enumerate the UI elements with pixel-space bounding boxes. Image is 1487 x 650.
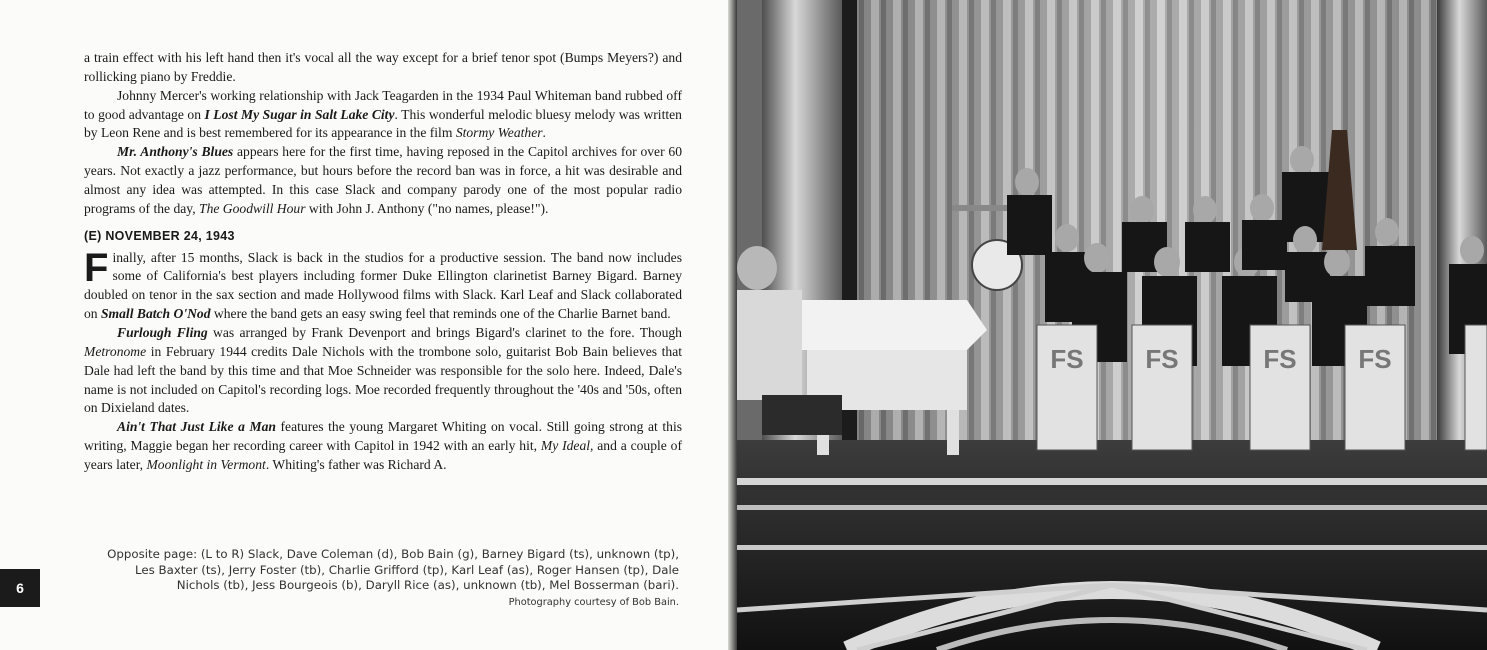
song-title: Furlough Fling xyxy=(117,324,208,340)
song-title: I Lost My Sugar in Salt Lake City xyxy=(204,106,395,122)
film-title: Stormy Weather xyxy=(455,125,543,141)
paragraph: Mr. Anthony's Blues appears here for the first time, having reposed in the Capitol archives for over 60 years. Not exactly a jazz performance, but hours before the record ban was in force, a hit was desirable and almost any idea was attempted. In this case Slack and company parody one of the most popular radio programs of the day, The Goodwill Hour with John J. Anthony ("no names, please!"). xyxy=(84,144,682,216)
stand-logo: FS xyxy=(1145,344,1179,374)
section-heading: (E) NOVEMBER 24, 1943 xyxy=(84,228,235,243)
song-title: Moonlight in Vermont xyxy=(146,456,266,472)
song-title: Mr. Anthony's Blues xyxy=(117,144,234,160)
paragraph: Johnny Mercer's working relationship with Jack Teagarden in the 1934 Paul Whiteman band rubbed off to good advantage on I Lost My Sugar in Salt Lake City. This wonderful melodic bluesy melody was written by Leon Rene and is best remembered for its appearance in the film Stormy Weather. xyxy=(84,87,682,141)
drop-cap: F xyxy=(84,245,109,290)
paragraph: Furlough Fling was arranged by Frank Devenport and brings Bigard's clarinet to the fore. Though Metronome in February 1944 credits Dale Nichols with the trombone solo, guitarist Bob Bain believes that Dale had left the band by this time and that Moe Schneider was responsible for the solo here. Indeed, Dale's name is not included on Capitol's recording logs. Moe recorded frequently throughout the '40s and '50s, often on Dixieland dates. xyxy=(84,324,682,416)
stand-logo: FS xyxy=(1263,344,1297,374)
paragraph: Finally, after 15 months, Slack is back in the studios for a productive session. The band now includes some of California's best players including former Duke Ellington clarinetist Barney Bigard. Barney doubled on tenor in the sax section and made Hollywood films with Slack. Karl Leaf and Slack collaborated on Small Batch O'Nod where the band gets an easy swing feel that reminds one of the Charlie Barnet band. xyxy=(84,245,682,322)
body-text xyxy=(84,49,682,475)
stand-logo: FS xyxy=(1050,344,1084,374)
book-gutter xyxy=(728,0,737,650)
song-title: Small Batch O'Nod xyxy=(101,306,211,322)
paragraph: a train effect with his left hand then it's vocal all the way except for a brief tenor spot (Bumps Meyers?) and rollicking piano by Freddie. xyxy=(84,50,682,84)
left-page xyxy=(0,0,728,650)
band-photo xyxy=(737,0,1487,650)
grand-piano xyxy=(797,300,987,350)
magazine-title: Metronome xyxy=(84,343,147,359)
song-title: My Ideal xyxy=(540,438,591,454)
song-title: Ain't That Just Like a Man xyxy=(117,419,276,435)
page-number: 6 xyxy=(0,569,40,607)
show-title: The Goodwill Hour xyxy=(199,200,306,216)
paragraph: Ain't That Just Like a Man features the young Margaret Whiting on vocal. Still going strong at this writing, Maggie began her recording career with Capitol in 1942 with an early hit, My Ideal, and a couple of years later, Moonlight in Vermont. Whiting's father was Richard A. xyxy=(84,419,683,472)
photo-credit: Photography courtesy of Bob Bain. xyxy=(508,597,679,608)
photo-caption: Opposite page: (L to R) Slack, Dave Coleman (d), Bob Bain (g), Barney Bigard (ts), unknown (tp), Les Baxter (ts), Jerry Foster (tb), Charlie Grifford (tp), Karl Leaf (as), Roger Hansen (tp), Dale Nichols (tb), Jess Bourgeois (b), Daryll Rice (as), unknown (tb), Mel Bosserman (bari). xyxy=(107,547,679,593)
stand-logo: FS xyxy=(1358,344,1392,374)
